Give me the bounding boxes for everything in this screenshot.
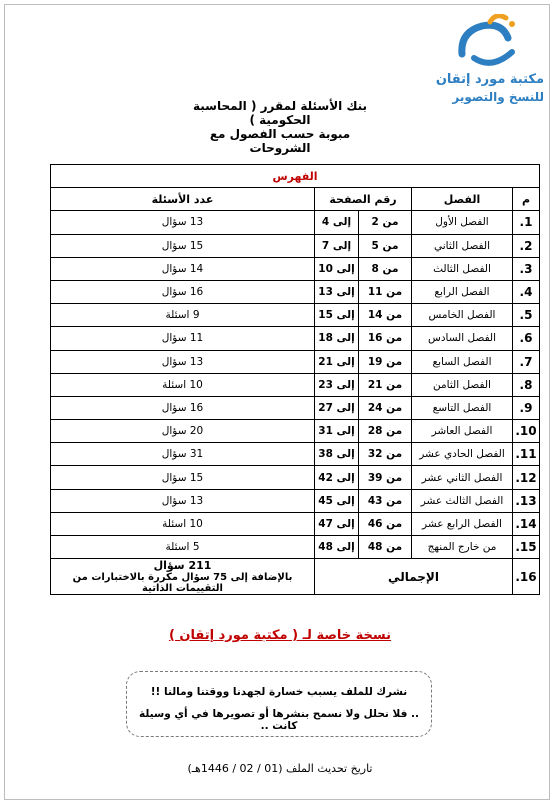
- row-page-from: من 8: [359, 257, 412, 280]
- row-page-from: من 46: [359, 512, 412, 535]
- row-page-to: إلى 45: [315, 489, 359, 512]
- row-page-from: من 19: [359, 350, 412, 373]
- row-chapter: الفصل الثامن: [412, 373, 513, 396]
- row-questions: 13 سؤال: [51, 489, 315, 512]
- table-row: [51, 443, 540, 466]
- row-chapter: الفصل الخامس: [412, 304, 513, 327]
- total-questions: 211 سؤال: [153, 559, 212, 573]
- row-num: 12.: [513, 466, 540, 489]
- copyright-notice-box: [126, 671, 432, 737]
- row-chapter: الفصل الثالث عشر: [412, 489, 513, 512]
- row-page-to: إلى 48: [315, 536, 359, 559]
- row-questions: 16 سؤال: [51, 396, 315, 419]
- table-row: [51, 350, 540, 373]
- row-num: 1.: [513, 211, 540, 234]
- logo-line1: مكتبة مورد إتقان: [435, 72, 544, 87]
- row-questions: 5 اسئلة: [51, 536, 315, 559]
- row-questions: 10 اسئلة: [51, 512, 315, 535]
- row-chapter: من خارج المنهج: [412, 536, 513, 559]
- row-page-to: إلى 4: [315, 211, 359, 234]
- row-chapter: الفصل الثالث: [412, 257, 513, 280]
- total-num: 16.: [513, 559, 540, 595]
- table-row: [51, 280, 540, 303]
- row-page-to: إلى 10: [315, 257, 359, 280]
- row-page-from: من 11: [359, 280, 412, 303]
- table-caption: الفهرس: [51, 165, 540, 188]
- table-row: [51, 489, 540, 512]
- table-row: [51, 396, 540, 419]
- notice-line1: نشرك للملف يسبب خسارة لجهدنا ووقتنا ومالنا !!: [150, 686, 408, 698]
- total-row: [51, 559, 540, 595]
- row-chapter: الفصل السابع: [412, 350, 513, 373]
- table-row: [51, 512, 540, 535]
- table-header-row: [51, 188, 540, 211]
- notice-line2: .. فلا نحلل ولا نسمح بنشرها أو تصويرها في أي وسيلة كانت ..: [138, 708, 419, 732]
- index-table: [50, 164, 540, 595]
- table-row: [51, 420, 540, 443]
- row-num: 10.: [513, 420, 540, 443]
- row-page-from: من 21: [359, 373, 412, 396]
- document-subtitle: مبوبة حسب الفصول مع الشروحات: [209, 127, 351, 155]
- header-pages: رقم الصفحة: [315, 188, 412, 211]
- row-questions: 13 سؤال: [51, 211, 315, 234]
- row-page-to: إلى 13: [315, 280, 359, 303]
- row-num: 7.: [513, 350, 540, 373]
- row-chapter: الفصل الرابع عشر: [412, 512, 513, 535]
- row-page-to: إلى 15: [315, 304, 359, 327]
- row-chapter: الفصل الثاني: [412, 234, 513, 257]
- header-questions: عدد الأسئلة: [51, 188, 315, 211]
- row-questions: 14 سؤال: [51, 257, 315, 280]
- row-num: 6.: [513, 327, 540, 350]
- row-questions: 15 سؤال: [51, 234, 315, 257]
- row-page-from: من 2: [359, 211, 412, 234]
- row-questions: 31 سؤال: [51, 443, 315, 466]
- row-chapter: الفصل الحادي عشر: [412, 443, 513, 466]
- row-num: 2.: [513, 234, 540, 257]
- row-questions: 20 سؤال: [51, 420, 315, 443]
- library-logo: [424, 14, 544, 104]
- row-page-from: من 5: [359, 234, 412, 257]
- row-page-from: من 28: [359, 420, 412, 443]
- table-row: [51, 373, 540, 396]
- row-num: 4.: [513, 280, 540, 303]
- row-questions: 15 سؤال: [51, 466, 315, 489]
- row-page-from: من 43: [359, 489, 412, 512]
- row-page-to: إلى 18: [315, 327, 359, 350]
- row-page-from: من 24: [359, 396, 412, 419]
- row-page-from: من 39: [359, 466, 412, 489]
- table-row: [51, 257, 540, 280]
- table-body: [51, 211, 540, 559]
- total-questions-cell: [51, 559, 315, 595]
- row-chapter: الفصل الرابع: [412, 280, 513, 303]
- update-date: تاريخ تحديث الملف (01 / 02 / 1446هـ): [187, 762, 373, 775]
- row-page-to: إلى 27: [315, 396, 359, 419]
- row-page-to: إلى 21: [315, 350, 359, 373]
- row-page-to: إلى 23: [315, 373, 359, 396]
- row-num: 9.: [513, 396, 540, 419]
- row-questions: 10 اسئلة: [51, 373, 315, 396]
- row-chapter: الفصل الثاني عشر: [412, 466, 513, 489]
- row-num: 14.: [513, 512, 540, 535]
- table-row: [51, 234, 540, 257]
- total-note: بالإضافة إلى 75 سؤال مكررة بالاختبارات من التقييمات الذاتية: [72, 572, 293, 595]
- row-page-to: إلى 7: [315, 234, 359, 257]
- row-num: 5.: [513, 304, 540, 327]
- row-chapter: الفصل السادس: [412, 327, 513, 350]
- row-num: 15.: [513, 536, 540, 559]
- table-row: [51, 536, 540, 559]
- row-num: 11.: [513, 443, 540, 466]
- row-num: 8.: [513, 373, 540, 396]
- row-questions: 13 سؤال: [51, 350, 315, 373]
- total-label: الإجمالي: [315, 559, 513, 595]
- row-chapter: الفصل الأول: [412, 211, 513, 234]
- row-page-to: إلى 47: [315, 512, 359, 535]
- row-questions: 16 سؤال: [51, 280, 315, 303]
- row-questions: 9 اسئلة: [51, 304, 315, 327]
- table-row: [51, 327, 540, 350]
- row-chapter: الفصل العاشر: [412, 420, 513, 443]
- row-chapter: الفصل التاسع: [412, 396, 513, 419]
- table-row: [51, 211, 540, 234]
- table-row: [51, 304, 540, 327]
- row-page-to: إلى 38: [315, 443, 359, 466]
- header-chapter: الفصل: [412, 188, 513, 211]
- row-questions: 11 سؤال: [51, 327, 315, 350]
- header-num: م: [513, 188, 540, 211]
- row-page-from: من 16: [359, 327, 412, 350]
- row-num: 13.: [513, 489, 540, 512]
- row-page-to: إلى 42: [315, 466, 359, 489]
- logo-line2: للنسخ والتصوير: [452, 90, 544, 104]
- special-copy-label: نسخة خاصة لـ ( مكتبة مورد إتقان ): [168, 628, 392, 643]
- row-page-from: من 14: [359, 304, 412, 327]
- logo-mark-icon: [452, 14, 522, 72]
- row-page-to: إلى 31: [315, 420, 359, 443]
- table-caption-row: [51, 165, 540, 188]
- row-page-from: من 32: [359, 443, 412, 466]
- document-title: بنك الأسئلة لمقرر ( المحاسبة الحكومية ): [192, 99, 368, 127]
- row-page-from: من 48: [359, 536, 412, 559]
- row-num: 3.: [513, 257, 540, 280]
- table-row: [51, 466, 540, 489]
